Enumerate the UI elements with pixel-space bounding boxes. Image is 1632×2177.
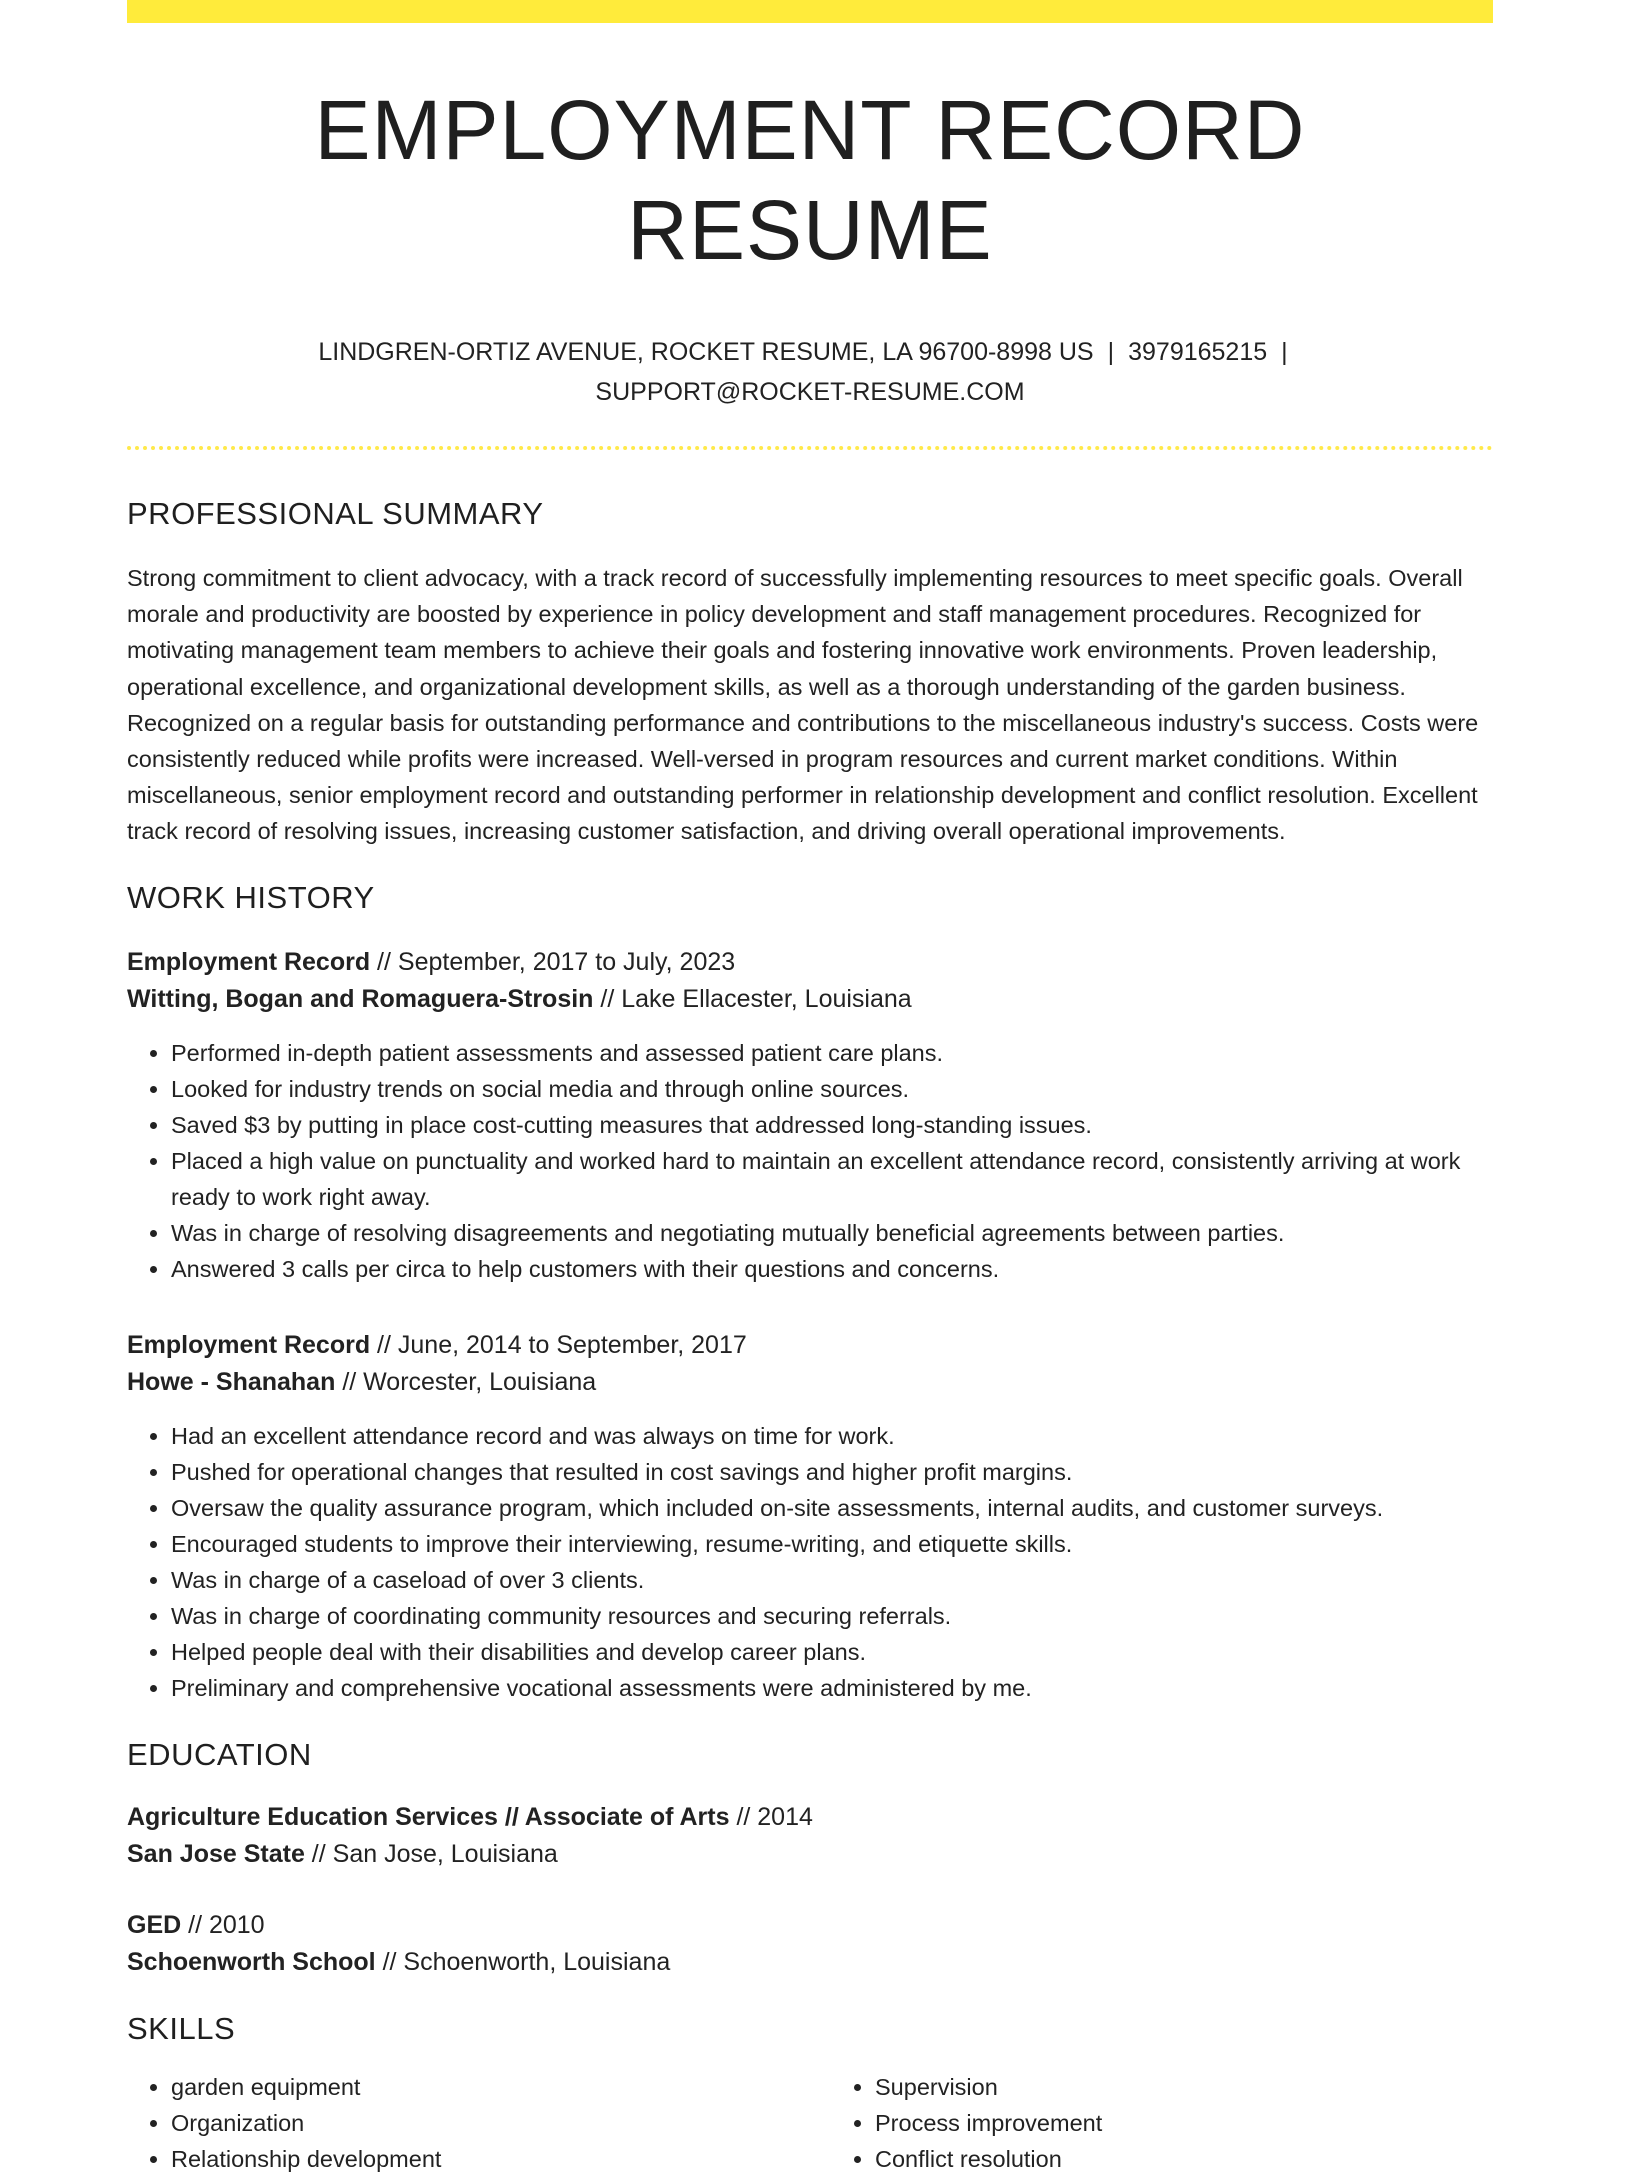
contact-info [310,332,1310,412]
duty-item: • Encouraged students to improve their interviewing, resume-writing, and etiquette skills. [171,1526,1493,1562]
duty-item: • Oversaw the quality assurance program, which included on-site assessments, internal audits, and customer surveys. [171,1490,1493,1526]
skill-item: • Organization [171,2105,789,2141]
job-title-line [127,944,1493,981]
job-entry [127,944,1493,1287]
duty-item: • Preliminary and comprehensive vocational assessments were administered by me. [171,1670,1493,1706]
job-company-line [127,1364,1493,1401]
job-location: // Lake Ellacester, Louisiana [593,984,912,1013]
job-company: Witting, Bogan and Romaguera-Strosin [127,984,594,1013]
education-degree-line [127,1907,1493,1944]
education-school: San Jose State [127,1839,305,1868]
summary-text: Strong commitment to client advocacy, with a track record of successfully implementing resources to meet specific goals. Overall morale and productivity are boosted by experience in policy development and staff management procedures. Recognized for motivating management team members to achieve their goals and fostering innovative work environments. Proven leadership, operational excellence, and organizational development skills, as well as a thorough understanding of the garden business. Recognized on a regular basis for outstanding performance and contributions to the miscellaneous industry's success. Costs were consistently reduced while profits were increased. Well-versed in program resources and current market conditions. Within miscellaneous, senior employment record and outstanding performer in relationship development and conflict resolution. Excellent track record of resolving issues, increasing customer satisfaction, and driving overall operational improvements. [127,565,1479,845]
job-location: // Worcester, Louisiana [335,1367,597,1396]
job-company-line [127,981,1493,1018]
skills-column-right [831,2069,1493,2177]
job-title-line [127,1327,1493,1364]
skill-item: • garden equipment [171,2069,789,2105]
contact-phone: 3979165215 [1128,338,1268,366]
duty-item: • Was in charge of resolving disagreements and negotiating mutually beneficial agreements between parties. [171,1215,1493,1251]
work-history-section [127,880,1493,1706]
education-school-line [127,1836,1493,1873]
skills-heading: SKILLS [127,2010,236,2046]
resume-title: EMPLOYMENT RECORD RESUME [314,83,1306,277]
education-location: // San Jose, Louisiana [304,1839,558,1868]
job-duties [127,1418,1493,1706]
summary-section [127,496,1493,850]
duty-item: • Performed in-depth patient assessments and assessed patient care plans. [171,1035,1493,1071]
education-school: Schoenworth School [127,1947,376,1976]
education-entry [127,1907,1493,1981]
education-heading: EDUCATION [127,1736,312,1772]
resume-content [127,0,1493,2177]
duty-item: • Looked for industry trends on social media and through online sources. [171,1071,1493,1107]
job-entry [127,1327,1493,1706]
duty-item: • Had an excellent attendance record and was always on time for work. [171,1418,1493,1454]
job-dates: // September, 2017 to July, 2023 [370,947,736,976]
duty-item: • Was in charge of coordinating community resources and securing referrals. [171,1598,1493,1634]
contact-address: LINDGREN-ORTIZ AVENUE, ROCKET RESUME, LA 96700-8998 US [318,338,1094,366]
skill-item: • Conflict resolution [875,2141,1493,2177]
skills-section [127,2011,1493,2177]
job-company: Howe - Shanahan [127,1367,336,1396]
job-title: Employment Record [127,1330,371,1359]
job-dates: // June, 2014 to September, 2017 [370,1330,747,1359]
education-degree: Agriculture Education Services // Associate of Arts [127,1802,730,1831]
education-year: // 2010 [181,1910,265,1939]
contact-separator: | [1281,338,1288,366]
education-location: // Schoenworth, Louisiana [375,1947,671,1976]
education-school-line [127,1944,1493,1981]
duty-item: • Pushed for operational changes that resulted in cost savings and higher profit margins. [171,1454,1493,1490]
contact-separator: | [1107,338,1115,366]
duty-item: • Helped people deal with their disabilities and develop career plans. [171,1634,1493,1670]
header-divider [127,446,1493,450]
work-history-heading: WORK HISTORY [127,879,375,915]
duty-item: • Saved $3 by putting in place cost-cutting measures that addressed long-standing issues. [171,1107,1493,1143]
education-degree: GED [127,1910,182,1939]
education-section [127,1737,1493,1981]
skills-column-left [127,2069,789,2177]
contact-email: SUPPORT@ROCKET-RESUME.COM [595,378,1025,406]
job-duties [127,1035,1493,1287]
duty-item: • Was in charge of a caseload of over 3 clients. [171,1562,1493,1598]
summary-heading: PROFESSIONAL SUMMARY [127,496,544,531]
skill-item: • Process improvement [875,2105,1493,2141]
duty-item: • Placed a high value on punctuality and worked hard to maintain an excellent attendance record, consistently arriving at work ready to work right away. [171,1143,1493,1215]
education-degree-line [127,1799,1493,1836]
education-year: // 2014 [729,1802,813,1831]
skills-grid [127,2069,1493,2177]
education-entry [127,1799,1493,1873]
job-title: Employment Record [127,947,371,976]
skill-item: • Relationship development [171,2141,789,2177]
skill-item: • Supervision [875,2069,1493,2105]
duty-item: • Answered 3 calls per circa to help customers with their questions and concerns. [171,1251,1493,1287]
